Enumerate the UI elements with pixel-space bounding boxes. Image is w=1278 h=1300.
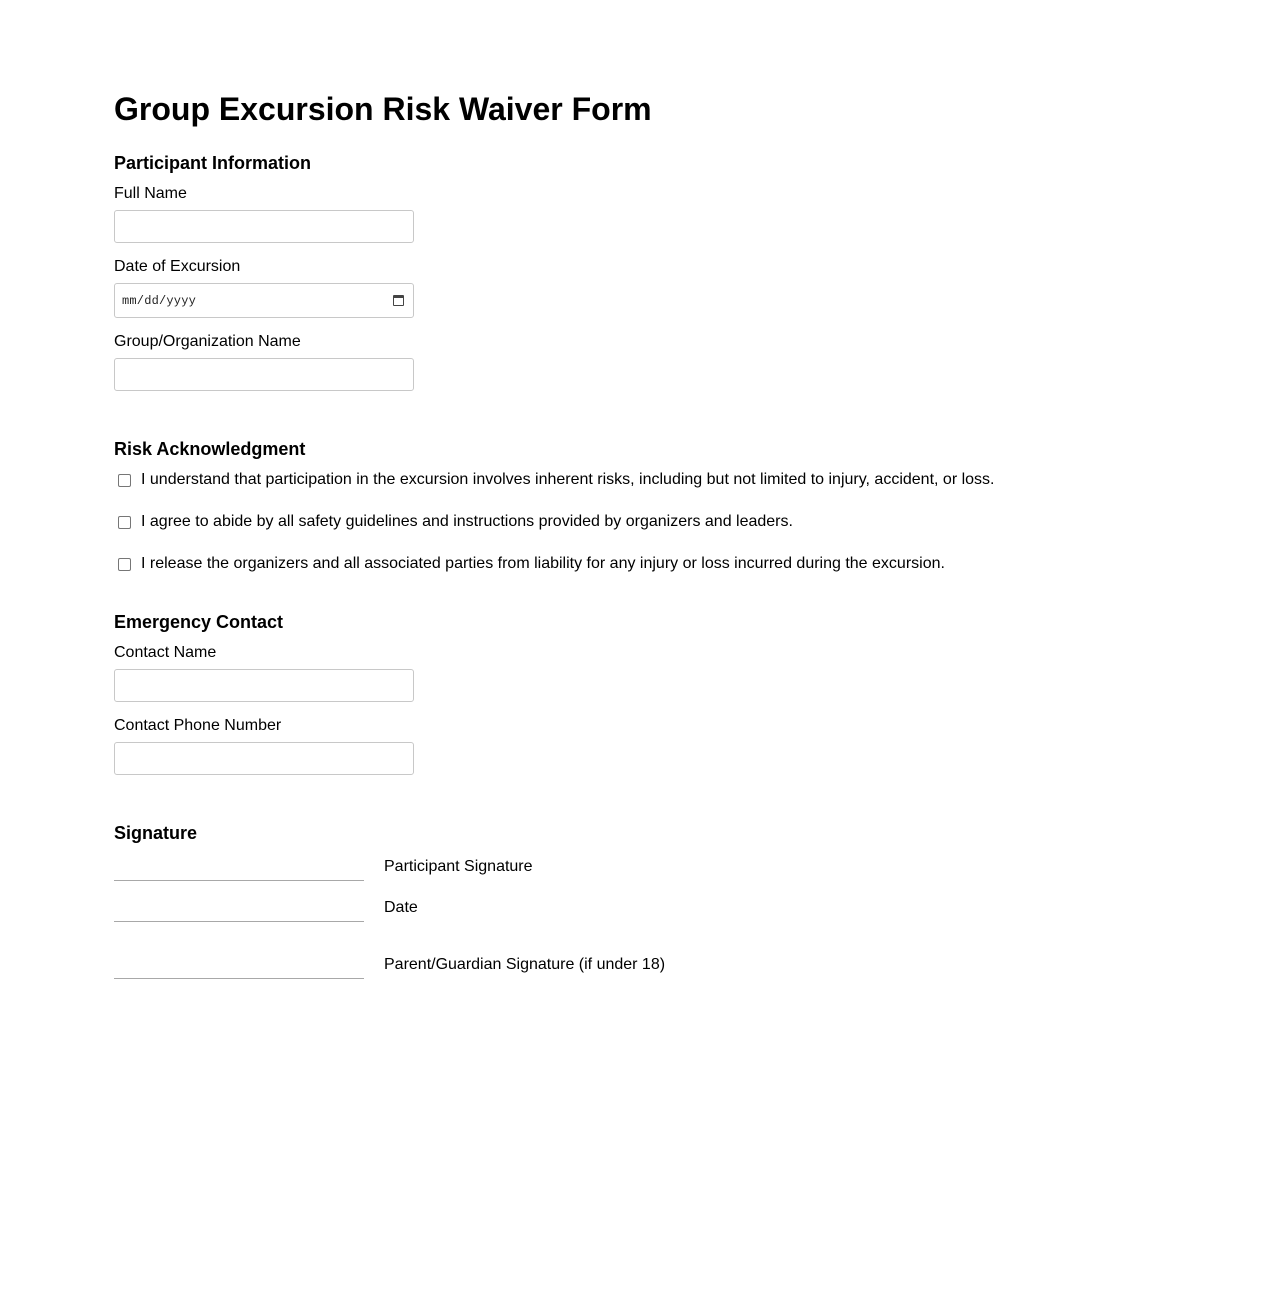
full-name-input[interactable]	[114, 210, 414, 243]
signature-date-line[interactable]	[114, 921, 364, 922]
guardian-signature-row	[114, 955, 814, 979]
page-title: Group Excursion Risk Waiver Form	[114, 91, 652, 127]
signature-date-label: Date	[384, 899, 418, 916]
contact-phone-input[interactable]	[114, 742, 414, 775]
guardian-signature-line[interactable]	[114, 978, 364, 979]
date-placeholder: mm/dd/yyyy	[122, 293, 197, 308]
liability-ack-item[interactable]	[114, 554, 945, 574]
guardian-signature-label: Parent/Guardian Signature (if under 18)	[384, 956, 666, 973]
full-name-label: Full Name	[114, 185, 187, 202]
date-of-excursion-input[interactable]	[114, 283, 414, 318]
section-heading-signature: Signature	[114, 823, 198, 843]
safety-ack-item[interactable]	[114, 512, 793, 532]
signature-date-row	[114, 898, 814, 922]
risk-ack-text: I understand that participation in the excursion involves inherent risks, including but not limited to injury, accident, or loss.	[141, 471, 995, 488]
section-heading-risk: Risk Acknowledgment	[114, 439, 306, 459]
section-heading-emergency: Emergency Contact	[114, 612, 284, 632]
participant-signature-row	[114, 857, 814, 881]
group-name-input[interactable]	[114, 358, 414, 391]
liability-ack-text: I release the organizers and all associated parties from liability for any injury or loss incurred during the excursion.	[141, 555, 945, 572]
participant-signature-line[interactable]	[114, 880, 364, 881]
contact-name-input[interactable]	[114, 669, 414, 702]
risk-ack-item[interactable]	[114, 470, 994, 490]
risk-checkbox-3[interactable]	[118, 558, 131, 571]
risk-checkbox-1[interactable]	[118, 474, 131, 487]
group-name-label: Group/Organization Name	[114, 333, 301, 350]
calendar-icon[interactable]	[393, 295, 404, 306]
section-heading-participant: Participant Information	[114, 153, 312, 173]
date-of-excursion-label: Date of Excursion	[114, 258, 241, 275]
contact-phone-label: Contact Phone Number	[114, 717, 282, 734]
contact-name-label: Contact Name	[114, 644, 217, 661]
safety-ack-text: I agree to abide by all safety guidelines and instructions provided by organizers and leaders.	[141, 513, 793, 530]
risk-checkbox-2[interactable]	[118, 516, 131, 529]
participant-signature-label: Participant Signature	[384, 858, 533, 875]
